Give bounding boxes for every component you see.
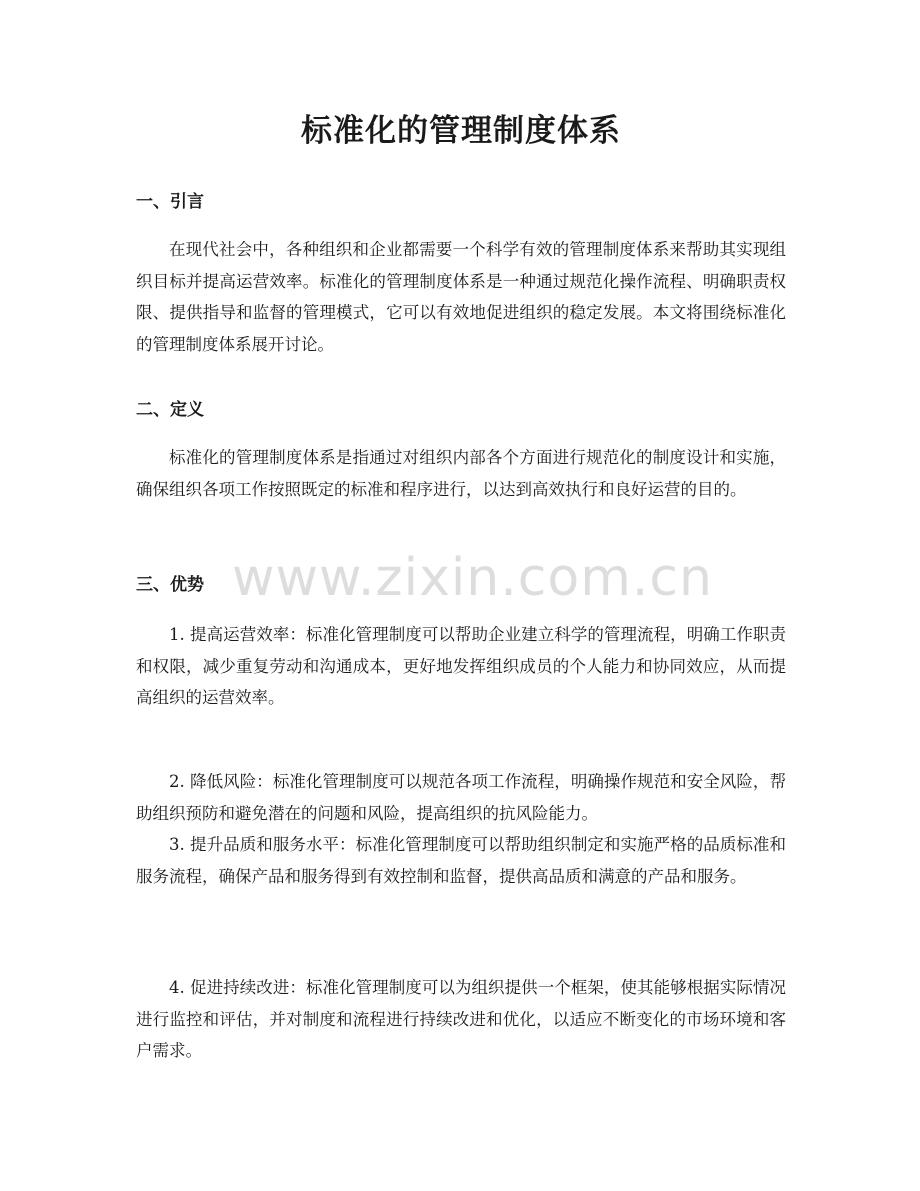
watermark-text: www.zixin.com.cn bbox=[232, 548, 713, 608]
section-paragraph-intro: 在现代社会中，各种组织和企业都需要一个科学有效的管理制度体系来帮助其实现组织目标并提高运营效率。标准化的管理制度体系是一种通过规范化操作流程、明确职责权限、提供指导和监督的管理模式，它可以有效地促进组织的稳定发展。本文将围绕标准化的管理制度体系展开讨论。 bbox=[136, 240, 786, 354]
section-heading-definition: 二、定义 bbox=[136, 400, 204, 420]
list-item-advantage-4: 4. 促进持续改进：标准化管理制度可以为组织提供一个框架，使其能够根据实际情况进行监控和评估，并对制度和流程进行持续改进和优化，以适应不断变化的市场环境和客户需求。 bbox=[136, 978, 786, 1060]
section-heading-intro: 一、引言 bbox=[136, 192, 204, 212]
list-item-advantage-3: 3. 提升品质和服务水平：标准化管理制度可以帮助组织制定和实施严格的品质标准和服务流程，确保产品和服务得到有效控制和监督，提供高品质和满意的产品和服务。 bbox=[136, 835, 786, 886]
list-item-advantage-2: 2. 降低风险：标准化管理制度可以规范各项工作流程，明确操作规范和安全风险，帮助组织预防和避免潜在的问题和风险，提高组织的抗风险能力。 bbox=[136, 772, 786, 823]
section-heading-advantages: 三、优势 bbox=[136, 575, 204, 595]
document-title: 标准化的管理制度体系 bbox=[301, 113, 621, 149]
section-paragraph-definition: 标准化的管理制度体系是指通过对组织内部各个方面进行规范化的制度设计和实施，确保组织各项工作按照既定的标准和程序进行，以达到高效执行和良好运营的目的。 bbox=[136, 448, 786, 499]
list-item-advantage-1: 1. 提高运营效率：标准化管理制度可以帮助企业建立科学的管理流程，明确工作职责和权限，减少重复劳动和沟通成本，更好地发挥组织成员的个人能力和协同效应，从而提高组织的运营效率。 bbox=[136, 625, 786, 707]
